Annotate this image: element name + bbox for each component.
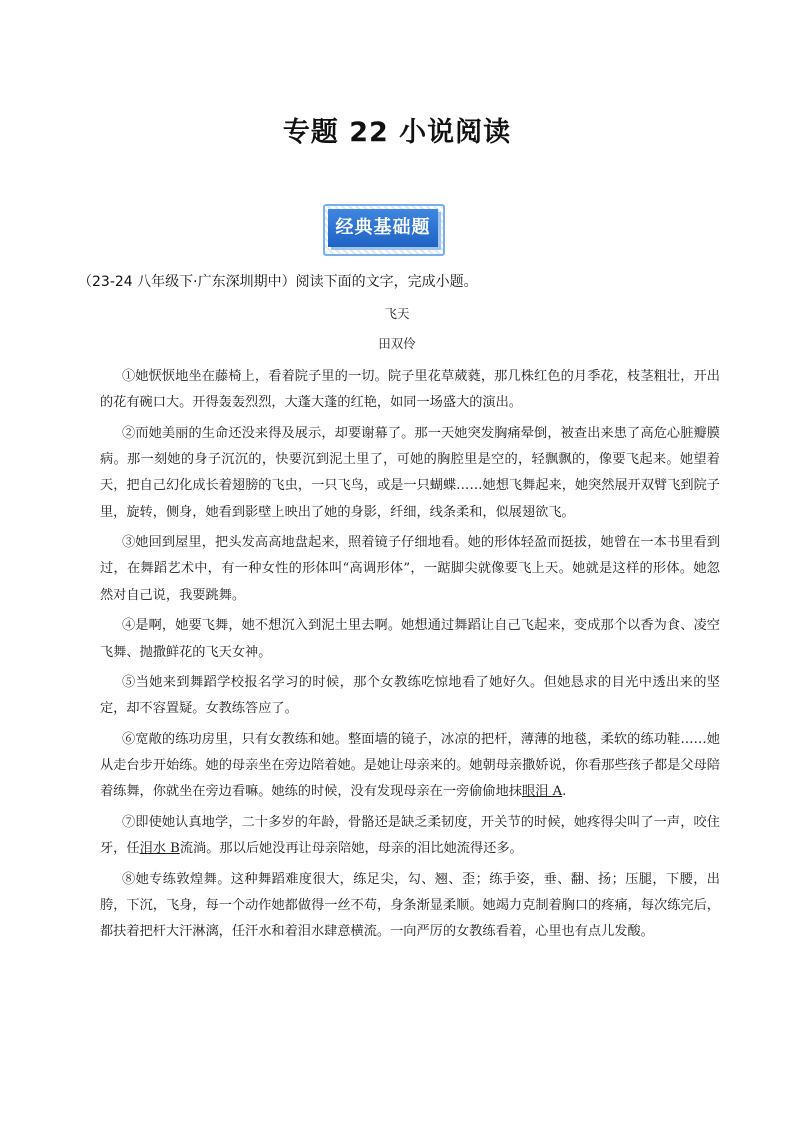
paragraph-text: ④是啊，她要飞舞，她不想沉入到泥土里去啊。她想通过舞蹈让自己飞起来，变成那个以香为食、凌空飞舞、抛撒鲜花的飞天女神。: [100, 618, 720, 660]
paragraph-text: ②而她美丽的生命还没来得及展示，却要谢幕了。那一天她突发胸痛晕倒，被查出来患了高危心脏瓣膜病。那一刻她的身子沉沉的，快要沉到泥土里了，可她的胸腔里是空的，轻飘飘的，像要飞起来。她望着天，把自己幻化成长着翅膀的飞虫，一只飞鸟，或是一只蝴蝶……她想飞舞起来，她突然展开双臂飞到院子里，旋转，侧身，她看到影壁上映出了她的身影，纤细，线条柔和，似展翅欲飞。: [100, 425, 720, 520]
question-intro: （23-24 八年级下·广东深圳期中）阅读下面的文字，完成小题。: [78, 274, 478, 290]
page-title: 专题 22 小说阅读: [282, 117, 512, 148]
paragraph-5: [100, 670, 720, 723]
paragraph-text: ⑤当她来到舞蹈学校报名学习的时候，那个女教练吃惊地看了她好久。但她恳求的目光中透出来的坚定，却不容置疑。女教练答应了。: [100, 675, 720, 717]
paragraph-7: [100, 810, 720, 863]
section-badge: [323, 204, 445, 256]
paragraph-text: ①她恹恹地坐在藤椅上，看着院子里的一切。院子里花草葳蕤，那几株红色的月季花，枝茎粗壮，开出的花有碗口大。开得轰轰烈烈，大蓬大蓬的红艳，如同一场盛大的演出。: [100, 369, 720, 411]
paragraph-3: [100, 530, 720, 609]
paragraph-text: ⑧她专练敦煌舞。这种舞蹈难度很大，练足尖，勾、翘、歪；练手姿，垂、翻、扬；压腿，下腰，出胯，下沉，飞身，每一个动作她都做得一丝不苟，身条渐显柔顺。她竭力克制着胸口的疼痛，每次练完后，都扶着把杆大汗淋漓，任汗水和着泪水肆意横流。一向严厉的女教练看着，心里也有点儿发酸。: [100, 871, 720, 940]
paragraph-8: [100, 867, 720, 946]
underlined-term-b: 泪水 B: [139, 841, 180, 857]
paragraph-text: ③她回到屋里，把头发高高地盘起来，照着镜子仔细地看。她的形体轻盈而挺拔，她曾在一本书里看到过，在舞蹈艺术中，有一种女性的形体叫“高调形体”，一踮脚尖就像要飞上天。她就是这样的形体。她忽然对自己说，我要跳舞。: [100, 535, 720, 603]
paragraph-6: [100, 727, 720, 806]
story-author: 田双伶: [378, 336, 416, 351]
paragraph-2: [100, 421, 720, 526]
story-title: 飞天: [384, 306, 410, 321]
badge-label: 经典基础题: [328, 209, 438, 247]
paragraph-tail: .: [562, 784, 567, 800]
paragraph-1: [100, 364, 720, 417]
story-body: [100, 364, 720, 950]
paragraph-text: ⑥宽敞的练功房里，只有女教练和她。整面墙的镜子，冰凉的把杆，薄薄的地毯，柔软的练功鞋……她从走台步开始练。她的母亲坐在旁边陪着她。是她让母亲来的。她朝母亲撒娇说，你看那些孩子都是父母陪着练舞，你就坐在旁边看嘛。她练的时候，没有发现母亲在一旁偷偷地抹: [100, 731, 720, 800]
underlined-term-a: 眼泪 A: [522, 784, 563, 800]
paragraph-tail: 流淌。那以后她没再让母亲陪她，母亲的泪比她流得还多。: [179, 841, 523, 857]
paragraph-text: ⑦即使她认真地学，二十多岁的年龄，骨骼还是缺乏柔韧度，开关节的时候，她疼得尖叫了一声，咬住牙，任: [100, 814, 720, 857]
paragraph-4: [100, 613, 720, 666]
